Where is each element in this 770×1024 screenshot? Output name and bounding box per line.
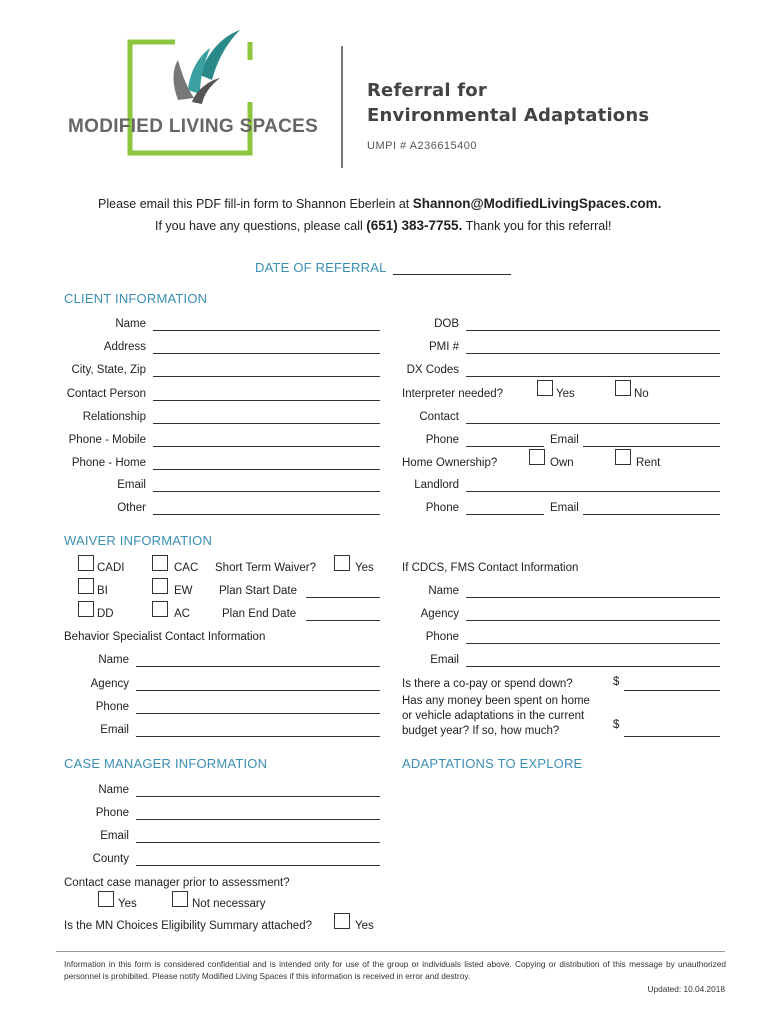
header-divider <box>341 46 343 168</box>
interpreter-yes-label: Yes <box>556 388 575 400</box>
interpreter-yes-checkbox[interactable] <box>537 380 553 396</box>
contact-prior-yes-checkbox[interactable] <box>98 891 114 907</box>
contact-phone-field[interactable] <box>466 446 544 447</box>
intro-line-2 <box>155 218 611 233</box>
client-city-label: City, State, Zip <box>71 364 146 376</box>
cdcs-phone-label: Phone <box>425 631 459 643</box>
behavior-agency-field[interactable] <box>136 690 380 691</box>
behavior-email-field[interactable] <box>136 736 380 737</box>
cdcs-agency-field[interactable] <box>466 620 720 621</box>
cac-label: CAC <box>174 562 199 574</box>
waiver-info-heading: WAIVER INFORMATION <box>64 533 213 548</box>
client-phone-home-label: Phone - Home <box>71 457 146 469</box>
pmi-field[interactable] <box>466 353 720 354</box>
cdcs-email-field[interactable] <box>466 666 720 667</box>
plan-start-label: Plan Start Date <box>219 585 297 597</box>
contact-email-label: Email <box>550 434 579 446</box>
client-contact-person-field[interactable] <box>153 400 380 401</box>
money-spent-field[interactable] <box>624 736 720 737</box>
interpreter-no-label: No <box>634 388 649 400</box>
short-term-waiver-label: Short Term Waiver? <box>215 562 316 574</box>
client-other-field[interactable] <box>153 514 380 515</box>
interpreter-no-checkbox[interactable] <box>615 380 631 396</box>
umpi-number: UMPI # A236615400 <box>367 140 478 152</box>
behavior-name-field[interactable] <box>136 666 380 667</box>
cm-email-label: Email <box>100 830 129 842</box>
copay-field[interactable] <box>624 690 720 691</box>
intro-text: Thank you for this referral! <box>462 219 612 233</box>
intro-text: Please email this PDF fill-in form to Shannon Eberlein at <box>98 197 413 211</box>
behavior-phone-field[interactable] <box>136 713 380 714</box>
cdcs-name-field[interactable] <box>466 597 720 598</box>
client-relationship-label: Relationship <box>82 411 146 423</box>
not-necessary-label: Not necessary <box>192 898 266 910</box>
cm-email-field[interactable] <box>136 842 380 843</box>
cdcs-name-label: Name <box>428 585 459 597</box>
client-city-field[interactable] <box>153 376 380 377</box>
contact-field[interactable] <box>466 423 720 424</box>
cm-county-label: County <box>92 853 129 865</box>
cdcs-phone-field[interactable] <box>466 643 720 644</box>
ew-checkbox[interactable] <box>152 578 168 594</box>
client-relationship-field[interactable] <box>153 423 380 424</box>
cdcs-email-label: Email <box>430 654 459 666</box>
client-email-label: Email <box>117 479 146 491</box>
dd-checkbox[interactable] <box>78 601 94 617</box>
bi-label: BI <box>97 585 108 597</box>
client-phone-home-field[interactable] <box>153 469 380 470</box>
client-name-label: Name <box>115 318 146 330</box>
cdcs-label: If CDCS, FMS Contact Information <box>402 562 579 574</box>
plan-end-field[interactable] <box>306 620 380 621</box>
short-term-yes-label: Yes <box>355 562 374 574</box>
updated-date: Updated: 10.04.2018 <box>647 984 725 994</box>
footer-divider <box>56 951 725 952</box>
cm-name-label: Name <box>98 784 129 796</box>
rent-checkbox[interactable] <box>615 449 631 465</box>
client-name-field[interactable] <box>153 330 380 331</box>
client-address-label: Address <box>103 341 146 353</box>
logo <box>60 20 330 160</box>
ac-checkbox[interactable] <box>152 601 168 617</box>
home-ownership-label: Home Ownership? <box>402 457 498 469</box>
phone-number: (651) 383-7755. <box>366 218 463 233</box>
cdcs-agency-label: Agency <box>420 608 459 620</box>
copay-dollar-sign: $ <box>613 676 620 688</box>
case-manager-heading: CASE MANAGER INFORMATION <box>64 756 268 771</box>
confidentiality-disclaimer: Information in this form is considered confidential and is intended only for use of the group or individuals listed above. Copying or distribution of this message by unauthorized personnel is prohibited. Please notify Modified Living Spaces if this information is received in error and destroy. <box>64 959 726 981</box>
client-email-field[interactable] <box>153 491 380 492</box>
short-term-yes-checkbox[interactable] <box>334 555 350 571</box>
cm-phone-field[interactable] <box>136 819 380 820</box>
behavior-email-label: Email <box>100 724 129 736</box>
money-dollar-sign: $ <box>613 719 620 731</box>
cm-name-field[interactable] <box>136 796 380 797</box>
client-other-label: Other <box>117 502 146 514</box>
client-info-heading: CLIENT INFORMATION <box>64 291 208 306</box>
plan-start-field[interactable] <box>306 597 380 598</box>
date-of-referral-field[interactable] <box>393 274 511 275</box>
copay-label: Is there a co-pay or spend down? <box>402 678 573 690</box>
landlord-label: Landlord <box>414 479 459 491</box>
interpreter-label: Interpreter needed? <box>402 388 504 400</box>
ew-label: EW <box>174 585 193 597</box>
date-of-referral-label: DATE OF REFERRAL <box>255 260 387 275</box>
cm-county-field[interactable] <box>136 865 380 866</box>
contact-prior-label: Contact case manager prior to assessment? <box>64 877 290 889</box>
plan-end-label: Plan End Date <box>222 608 297 620</box>
money-spent-label-1: Has any money been spent on home <box>402 695 590 707</box>
intro-text: If you have any questions, please call <box>155 219 367 233</box>
behavior-specialist-label: Behavior Specialist Contact Information <box>64 631 266 643</box>
behavior-name-label: Name <box>98 654 129 666</box>
title-line-1: Referral for <box>367 80 487 101</box>
contact-prior-yes-label: Yes <box>118 898 137 910</box>
cac-checkbox[interactable] <box>152 555 168 571</box>
cm-phone-label: Phone <box>95 807 129 819</box>
money-spent-label-3: budget year? If so, how much? <box>402 725 560 737</box>
title-line-2: Environmental Adaptations <box>367 105 650 126</box>
own-checkbox[interactable] <box>529 449 545 465</box>
client-address-field[interactable] <box>153 353 380 354</box>
dob-label: DOB <box>434 318 459 330</box>
contact-phone-label: Phone <box>425 434 459 446</box>
dd-label: DD <box>97 608 114 620</box>
logo-text: MODIFIED LIVING SPACES <box>68 116 319 137</box>
landlord-email-label: Email <box>550 502 579 514</box>
pmi-label: PMI # <box>428 341 459 353</box>
contact-email-field[interactable] <box>583 446 720 447</box>
cadi-checkbox[interactable] <box>78 555 94 571</box>
own-label: Own <box>550 457 574 469</box>
client-phone-mobile-field[interactable] <box>153 446 380 447</box>
email-link[interactable]: Shannon@ModifiedLivingSpaces.com. <box>412 196 662 211</box>
adaptations-heading: ADAPTATIONS TO EXPLORE <box>402 756 583 771</box>
behavior-agency-label: Agency <box>90 678 129 690</box>
bi-checkbox[interactable] <box>78 578 94 594</box>
mn-choices-yes-checkbox[interactable] <box>334 913 350 929</box>
not-necessary-checkbox[interactable] <box>172 891 188 907</box>
ac-label: AC <box>174 608 190 620</box>
landlord-phone-field[interactable] <box>466 514 544 515</box>
landlord-field[interactable] <box>466 491 720 492</box>
contact-label: Contact <box>419 411 459 423</box>
client-contact-person-label: Contact Person <box>66 388 146 400</box>
dx-codes-label: DX Codes <box>406 364 459 376</box>
cadi-label: CADI <box>97 562 125 574</box>
dx-codes-field[interactable] <box>466 376 720 377</box>
mn-choices-label: Is the MN Choices Eligibility Summary attached? <box>64 920 312 932</box>
landlord-phone-label: Phone <box>425 502 459 514</box>
dob-field[interactable] <box>466 330 720 331</box>
client-phone-mobile-label: Phone - Mobile <box>68 434 146 446</box>
behavior-phone-label: Phone <box>95 701 129 713</box>
intro-line-1 <box>98 196 661 211</box>
mn-choices-yes-label: Yes <box>355 920 374 932</box>
landlord-email-field[interactable] <box>583 514 720 515</box>
money-spent-label-2: or vehicle adaptations in the current <box>402 710 585 722</box>
logo-mark-icon <box>60 20 330 160</box>
rent-label: Rent <box>636 457 661 469</box>
